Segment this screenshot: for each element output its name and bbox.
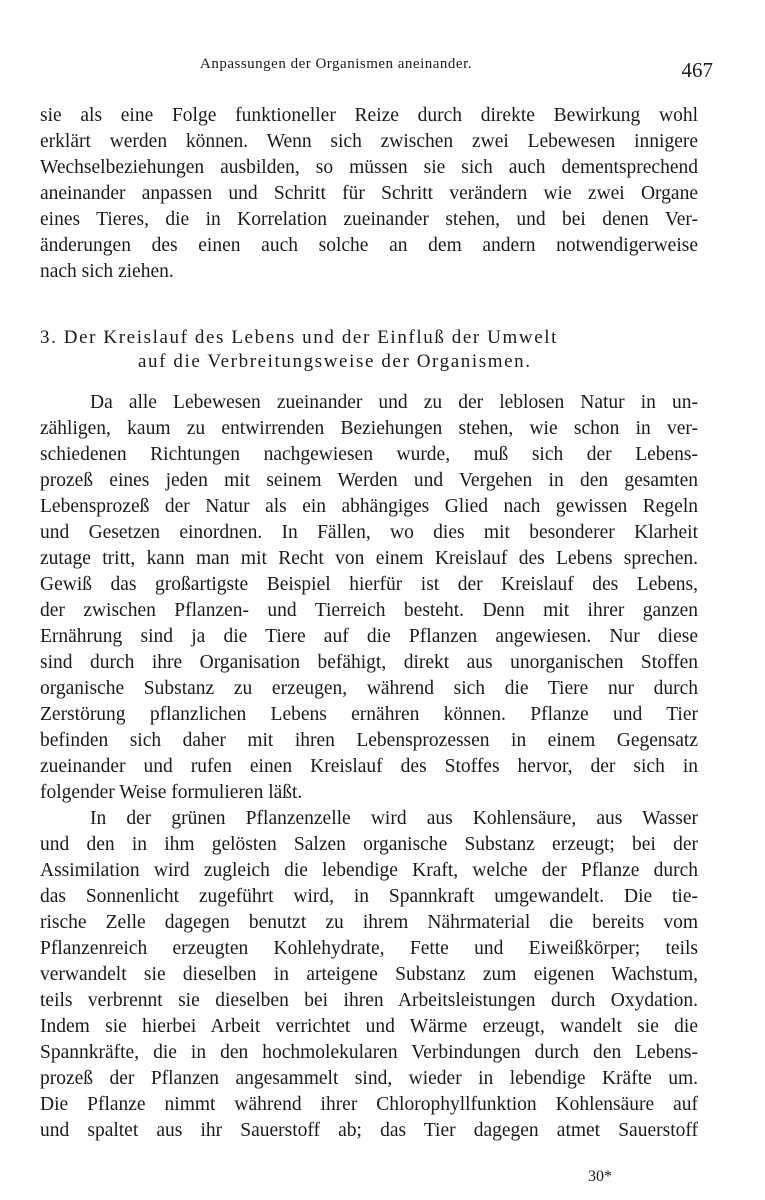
text-line: der zwischen Pflanzen- und Tierreich besteht. Denn mit ihrer ganzen (40, 600, 698, 621)
text-line: rische Zelle dagegen benutzt zu ihrem Nährmaterial die bereits vom (40, 912, 698, 933)
text-line: schiedenen Richtungen nachgewiesen wurde, muß sich der Lebens- (40, 444, 698, 465)
text-line: und Gesetzen einordnen. In Fällen, wo dies mit besonderer Klarheit (40, 522, 698, 543)
text-line: sie als eine Folge funktioneller Reize durch direkte Bewirkung wohl (40, 105, 698, 126)
text-line: eines Tieres, die in Korrelation zueinander stehen, und bei denen Ver- (40, 209, 698, 230)
text-line: zähligen, kaum zu entwirrenden Beziehungen stehen, wie schon in ver- (40, 418, 698, 439)
text-line: änderungen des einen auch solche an dem andern notwendigerweise (40, 235, 698, 256)
text-line: erklärt werden können. Wenn sich zwischen zwei Lebewesen innigere (40, 131, 698, 152)
text-line: nach sich ziehen. (40, 261, 174, 282)
text-line: Pflanzenreich erzeugten Kohlehydrate, Fette und Eiweißkörper; teils (40, 938, 698, 959)
text-line: Die Pflanze nimmt während ihrer Chlorophyllfunktion Kohlensäure auf (40, 1094, 698, 1115)
text-line: aneinander anpassen und Schritt für Schritt verändern wie zwei Organe (40, 183, 698, 204)
text-line: Indem sie hierbei Arbeit verrichtet und Wärme erzeugt, wandelt sie die (40, 1016, 698, 1037)
text-line: und spaltet aus ihr Sauerstoff ab; das Tier dagegen atmet Sauerstoff (40, 1120, 698, 1141)
signature-mark: 30* (588, 1168, 612, 1185)
text-line: Gewiß das großartigste Beispiel hierfür ist der Kreislauf des Lebens, (40, 574, 698, 595)
text-line: sind durch ihre Organisation befähigt, direkt aus unorganischen Stoffen (40, 652, 698, 673)
text-line: Spannkräfte, die in den hochmolekularen Verbindungen durch den Lebens- (40, 1042, 698, 1063)
text-line: In der grünen Pflanzenzelle wird aus Kohlensäure, aus Wasser (90, 808, 698, 829)
text-line: Ernährung sind ja die Tiere auf die Pflanzen angewiesen. Nur diese (40, 626, 698, 647)
text-line: zueinander und rufen einen Kreislauf des Stoffes hervor, der sich in (40, 756, 698, 777)
running-head: Anpassungen der Organismen aneinander. (200, 56, 472, 72)
text-line: zutage tritt, kann man mit Recht von einem Kreislauf des Lebens sprechen. (40, 548, 698, 569)
text-line: organische Substanz zu erzeugen, während sich die Tiere nur durch (40, 678, 698, 699)
text-line: Da alle Lebewesen zueinander und zu der leblosen Natur in un- (90, 392, 698, 413)
text-line: prozeß der Pflanzen angesammelt sind, wieder in lebendige Kräfte um. (40, 1068, 698, 1089)
section-heading-line: 3. Der Kreislauf des Lebens und der Einfluß der Umwelt (40, 327, 558, 348)
text-line: teils verbrennt sie dieselben bei ihren Arbeitsleistungen durch Oxydation. (40, 990, 698, 1011)
text-line: Lebensprozeß der Natur als ein abhängiges Glied nach gewissen Regeln (40, 496, 698, 517)
text-line: Assimilation wird zugleich die lebendige Kraft, welche der Pflanze durch (40, 860, 698, 881)
text-line: befinden sich daher mit ihren Lebensprozessen in einem Gegensatz (40, 730, 698, 751)
page-number: 467 (681, 58, 713, 82)
text-line: verwandelt sie dieselben in arteigene Substanz zum eigenen Wachstum, (40, 964, 698, 985)
page-header (40, 56, 713, 84)
text-line: das Sonnenlicht zugeführt wird, in Spannkraft umgewandelt. Die tie- (40, 886, 698, 907)
section-heading-line: auf die Verbreitungsweise der Organismen. (138, 351, 532, 372)
text-line: und den in ihm gelösten Salzen organische Substanz erzeugt; bei der (40, 834, 698, 855)
text-line: folgender Weise formulieren läßt. (40, 782, 303, 803)
text-line: Wechselbeziehungen ausbilden, so müssen sie sich auch dementsprechend (40, 157, 698, 178)
text-line: Zerstörung pflanzlichen Lebens ernähren können. Pflanze und Tier (40, 704, 698, 725)
text-line: prozeß eines jeden mit seinem Werden und Vergehen in den gesamten (40, 470, 698, 491)
